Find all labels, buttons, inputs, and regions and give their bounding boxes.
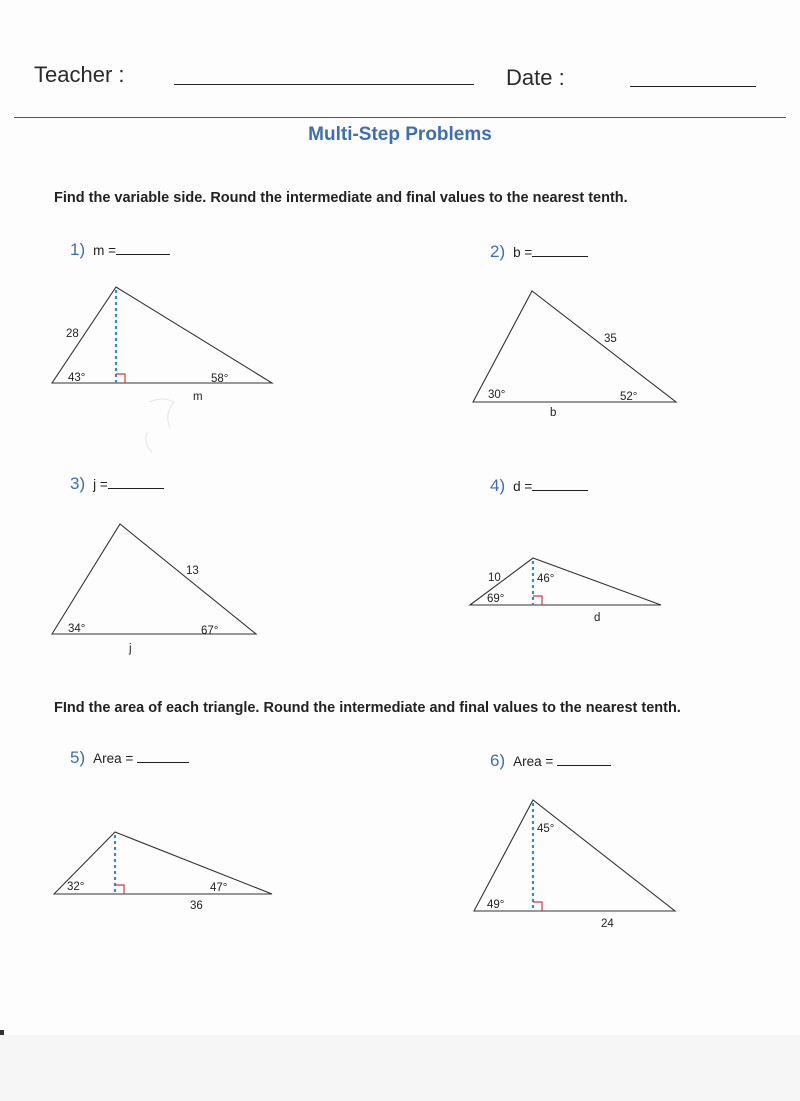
date-label: Date : [506, 65, 565, 90]
triangle-1-unknown-side: m [193, 391, 203, 403]
triangle-1 [52, 287, 272, 403]
scan-mark [146, 399, 174, 452]
prompt-text: m = [93, 243, 117, 258]
triangle-6-base-label: 24 [601, 918, 614, 930]
triangle-3-outline [52, 524, 256, 634]
triangle-1-side-label: 28 [66, 328, 79, 340]
area-instruction: FInd the area of each triangle. Round the intermediate and final values to the nearest tenth. [54, 700, 681, 716]
side-instruction: Find the variable side. Round the intermediate and final values to the nearest tenth. [54, 190, 628, 206]
triangle-5-right-angle [115, 885, 124, 894]
triangle-6 [474, 800, 675, 930]
triangle-4-left-angle: 69° [487, 593, 505, 605]
triangle-5-right-angle-label: 47° [210, 882, 228, 894]
triangle-2-unknown-side: b [550, 407, 557, 419]
triangle-1-right-angle-label: 58° [211, 373, 229, 385]
problem-number: 4) [490, 476, 506, 495]
triangle-5-outline [54, 832, 272, 894]
triangle-1-left-angle: 43° [68, 372, 86, 384]
prompt-text: b = [513, 245, 533, 260]
triangle-4-top-angle: 46° [537, 573, 555, 585]
triangle-6-right-angle [533, 902, 542, 911]
page-title: Multi-Step Problems [308, 124, 492, 145]
triangle-6-left-angle: 49° [487, 899, 505, 911]
problem-number: 5) [70, 748, 86, 767]
triangle-2-left-angle: 30° [488, 389, 506, 401]
triangle-6-top-angle: 45° [537, 823, 555, 835]
triangle-4 [470, 558, 661, 624]
triangle-2 [473, 291, 676, 419]
triangle-1-right-angle [116, 374, 125, 383]
problem-number: 2) [490, 242, 506, 261]
triangle-4-right-angle [533, 596, 542, 605]
triangle-3 [52, 524, 256, 655]
triangle-5-left-angle: 32° [67, 881, 85, 893]
triangle-1-outline [52, 287, 272, 383]
problem-number: 1) [70, 240, 86, 259]
triangle-2-outline [473, 291, 676, 402]
teacher-label: Teacher : [34, 62, 125, 87]
triangle-3-unknown-side: j [129, 643, 132, 655]
triangle-3-side-label: 13 [186, 565, 199, 577]
triangle-2-side-label: 35 [604, 333, 617, 345]
problem-number: 3) [70, 474, 86, 493]
triangle-4-unknown-side: d [594, 612, 601, 624]
triangle-4-side-label: 10 [488, 572, 501, 584]
prompt-text: Area = [93, 751, 134, 766]
prompt-text: Area = [513, 754, 554, 769]
triangle-6-outline [474, 800, 675, 911]
problem-number: 6) [490, 751, 506, 770]
triangle-3-left-angle: 34° [68, 623, 86, 635]
triangle-2-right-angle-label: 52° [620, 391, 638, 403]
triangle-5-base-label: 36 [190, 900, 203, 912]
triangle-3-right-angle-label: 67° [201, 625, 219, 637]
prompt-text: j = [93, 477, 108, 492]
prompt-text: d = [513, 479, 533, 494]
triangle-5 [54, 832, 272, 912]
